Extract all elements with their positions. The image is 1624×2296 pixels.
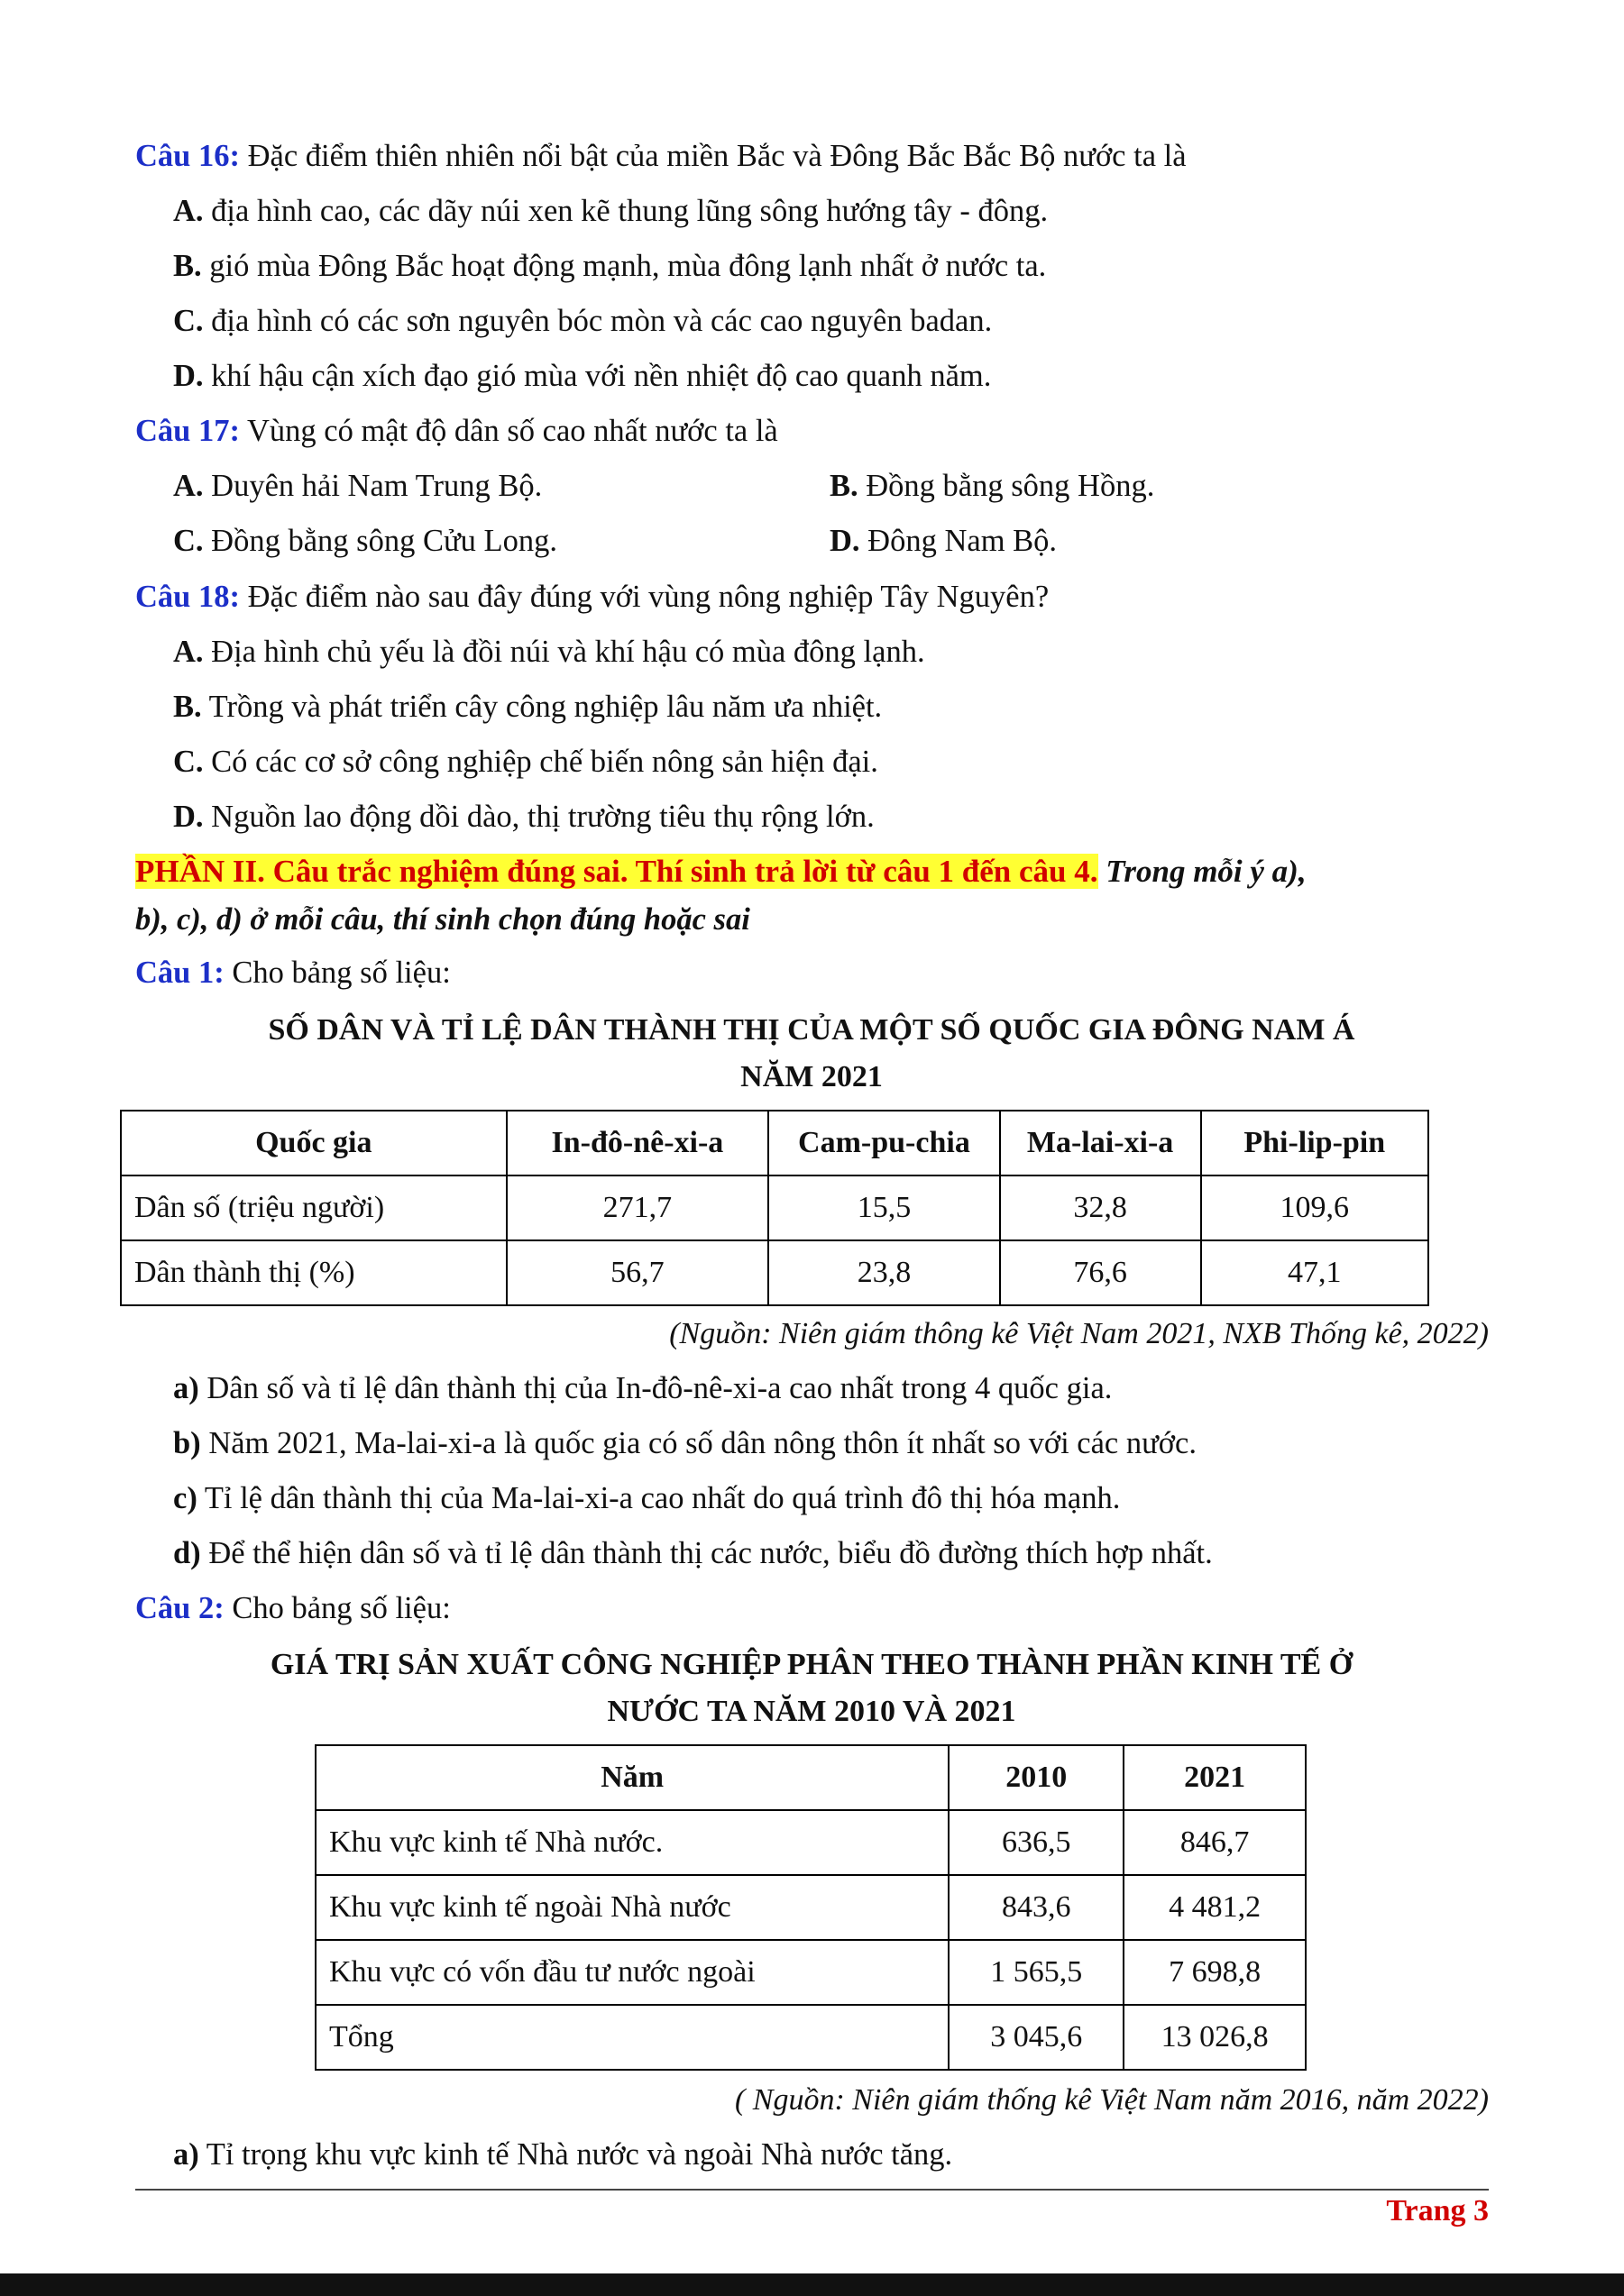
table-1-title-line-2: NĂM 2021 [740, 1060, 883, 1093]
table-cell: Khu vực kinh tế Nhà nước. [316, 1810, 949, 1875]
table-header-row [316, 1745, 1306, 1810]
table-cell: 271,7 [507, 1175, 769, 1240]
statement-text: Tỉ lệ dân thành thị của Ma-lai-xi-a cao nhất do quá trình đô thị hóa mạnh. [197, 1481, 1121, 1515]
option-letter: A. [173, 469, 204, 503]
part-2-instruction: Trong mỗi ý a), [1097, 854, 1307, 889]
statement-letter: b) [173, 1426, 201, 1460]
option-text: Địa hình chủ yếu là đồi núi và khí hậu có mùa đông lạnh. [203, 635, 925, 669]
table-cell: 7 698,8 [1124, 1940, 1306, 2005]
question-18-label: Câu 18: [135, 580, 240, 614]
table-header-row [121, 1111, 1428, 1175]
statement-text: Để thể hiện dân số và tỉ lệ dân thành thị các nước, biểu đồ đường thích hợp nhất. [200, 1536, 1213, 1570]
table-1-title-line-1: SỐ DÂN VÀ TỈ LỆ DÂN THÀNH THỊ CỦA MỘT SỐ QUỐC GIA ĐÔNG NAM Á [268, 1013, 1355, 1047]
table-2-title-line-2: NƯỚC TA NĂM 2010 VÀ 2021 [607, 1695, 1016, 1728]
part-2-question-2-label: Câu 2: [135, 1591, 225, 1625]
table-cell: 47,1 [1201, 1240, 1429, 1305]
statement-c [173, 1478, 1489, 1518]
statement-b [173, 1423, 1489, 1463]
question-18-option-a [173, 632, 1489, 672]
table-row [316, 1810, 1306, 1875]
table-cell: 15,5 [768, 1175, 1000, 1240]
table-row [121, 1175, 1428, 1240]
question-16-option-a [173, 191, 1489, 231]
statement-a [173, 1368, 1489, 1408]
table-cell: 636,5 [949, 1810, 1124, 1875]
table-cell: 76,6 [1000, 1240, 1201, 1305]
statement-text: Dân số và tỉ lệ dân thành thị của In-đô-nê-xi-a cao nhất trong 4 quốc gia. [198, 1371, 1113, 1405]
table-header-cell: 2021 [1124, 1745, 1306, 1810]
question-18-option-d [173, 797, 1489, 837]
table-row [316, 2005, 1306, 2070]
bottom-edge-bar [0, 2273, 1624, 2296]
statement-letter: a) [173, 1371, 199, 1405]
table-cell: 3 045,6 [949, 2005, 1124, 2070]
table-cell: 1 565,5 [949, 1940, 1124, 2005]
statement-letter: d) [173, 1536, 201, 1570]
question-17-label: Câu 17: [135, 414, 240, 448]
option-text: Trồng và phát triển cây công nghiệp lâu năm ưa nhiệt. [201, 690, 883, 724]
part-2-question-1-text: Cho bảng số liệu: [224, 956, 451, 990]
table-row [121, 1240, 1428, 1305]
part-2-heading [135, 852, 1489, 892]
table-header-cell: 2010 [949, 1745, 1124, 1810]
question-17-option-d [830, 521, 1057, 561]
table-cell: Dân số (triệu người) [121, 1175, 507, 1240]
table-2-title-line-1: GIÁ TRỊ SẢN XUẤT CÔNG NGHIỆP PHÂN THEO THÀNH PHẦN KINH TẾ Ở [270, 1648, 1353, 1681]
table-1-source: (Nguồn: Niên giám thông kê Việt Nam 2021, NXB Thống kê, 2022) [669, 1317, 1489, 1350]
question-17-text: Vùng có mật độ dân số cao nhất nước ta là [239, 414, 778, 448]
industry-table [315, 1744, 1307, 2071]
table-cell: Dân thành thị (%) [121, 1240, 507, 1305]
table-cell: 4 481,2 [1124, 1875, 1306, 1940]
option-letter: D. [173, 800, 204, 834]
option-letter: A. [173, 635, 204, 669]
statement-d [173, 1533, 1489, 1573]
part-2-instruction-cont: b), c), d) ở mỗi câu, thí sinh chọn đúng hoặc sai [135, 902, 750, 937]
table-cell: 843,6 [949, 1875, 1124, 1940]
question-17-option-a [173, 466, 542, 506]
option-letter: C. [173, 304, 204, 338]
option-text: Có các cơ sở công nghiệp chế biến nông sản hiện đại. [203, 745, 878, 779]
question-16-option-c [173, 301, 1489, 341]
question-18-option-b [173, 687, 1489, 727]
table-header-cell: Năm [316, 1745, 949, 1810]
table-cell: Tổng [316, 2005, 949, 2070]
table-cell: 109,6 [1201, 1175, 1429, 1240]
option-text: Đồng bằng sông Hồng. [858, 469, 1155, 503]
table-cell: 13 026,8 [1124, 2005, 1306, 2070]
question-16-label: Câu 16: [135, 139, 240, 173]
table-header-cell: Quốc gia [121, 1111, 507, 1175]
table-header-cell: Phi-lip-pin [1201, 1111, 1429, 1175]
question-17-option-c [173, 521, 557, 561]
table-cell: 846,7 [1124, 1810, 1306, 1875]
question-18-option-c [173, 742, 1489, 782]
option-letter: C. [173, 745, 204, 779]
table-header-cell: Ma-lai-xi-a [1000, 1111, 1201, 1175]
table-header-cell: Cam-pu-chia [768, 1111, 1000, 1175]
option-text: gió mùa Đông Bắc hoạt động mạnh, mùa đông lạnh nhất ở nước ta. [201, 249, 1047, 283]
question-16 [135, 136, 1489, 176]
option-text: Đông Nam Bộ. [859, 524, 1058, 558]
table-cell: 56,7 [507, 1240, 769, 1305]
table-header-cell: In-đô-nê-xi-a [507, 1111, 769, 1175]
option-letter: B. [173, 690, 202, 724]
statement-text: Tỉ trọng khu vực kinh tế Nhà nước và ngoài Nhà nước tăng. [198, 2137, 953, 2172]
option-text: Duyên hải Nam Trung Bộ. [203, 469, 543, 503]
statement-letter: c) [173, 1481, 197, 1515]
table-cell: Khu vực kinh tế ngoài Nhà nước [316, 1875, 949, 1940]
option-letter: A. [173, 194, 204, 228]
option-letter: D. [173, 359, 204, 393]
footer-divider [135, 2189, 1489, 2191]
question-16-text: Đặc điểm thiên nhiên nổi bật của miền Bắc và Đông Bắc Bắc Bộ nước ta là [239, 139, 1187, 173]
part-2-question-1 [135, 953, 1489, 992]
option-text: Nguồn lao động dồi dào, thị trường tiêu thụ rộng lớn. [203, 800, 875, 834]
table-2-source: ( Nguồn: Niên giám thống kê Việt Nam năm 2016, năm 2022) [734, 2083, 1489, 2117]
part-2-question-2 [135, 1588, 1489, 1628]
table-cell: 32,8 [1000, 1175, 1201, 1240]
option-text: địa hình cao, các dãy núi xen kẽ thung lũng sông hướng tây - đông. [203, 194, 1049, 228]
question-17 [135, 411, 1489, 451]
population-table [120, 1110, 1429, 1306]
question-18-text: Đặc điểm nào sau đây đúng với vùng nông nghiệp Tây Nguyên? [239, 580, 1050, 614]
option-letter: B. [173, 249, 202, 283]
statement-letter: a) [173, 2137, 199, 2172]
table-cell: 23,8 [768, 1240, 1000, 1305]
statement-a [173, 2135, 1489, 2174]
option-text: địa hình có các sơn nguyên bóc mòn và các cao nguyên badan. [203, 304, 993, 338]
option-letter: B. [830, 469, 858, 503]
question-18 [135, 577, 1489, 617]
table-cell: Khu vực có vốn đầu tư nước ngoài [316, 1940, 949, 2005]
question-17-option-b [830, 466, 1154, 506]
part-2-highlight: PHẦN II. Câu trắc nghiệm đúng sai. Thí sinh trả lời từ câu 1 đến câu 4. [135, 854, 1098, 889]
option-text: Đồng bằng sông Cửu Long. [203, 524, 557, 558]
part-2-question-2-text: Cho bảng số liệu: [224, 1591, 451, 1625]
statement-text: Năm 2021, Ma-lai-xi-a là quốc gia có số dân nông thôn ít nhất so với các nước. [200, 1426, 1197, 1460]
page-number: Trang 3 [1386, 2194, 1489, 2227]
table-row [316, 1940, 1306, 2005]
question-16-option-d [173, 356, 1489, 396]
table-row [316, 1875, 1306, 1940]
question-16-option-b [173, 246, 1489, 286]
option-letter: C. [173, 524, 204, 558]
option-letter: D. [830, 524, 860, 558]
part-2-question-1-label: Câu 1: [135, 956, 225, 990]
option-text: khí hậu cận xích đạo gió mùa với nền nhiệt độ cao quanh năm. [203, 359, 992, 393]
